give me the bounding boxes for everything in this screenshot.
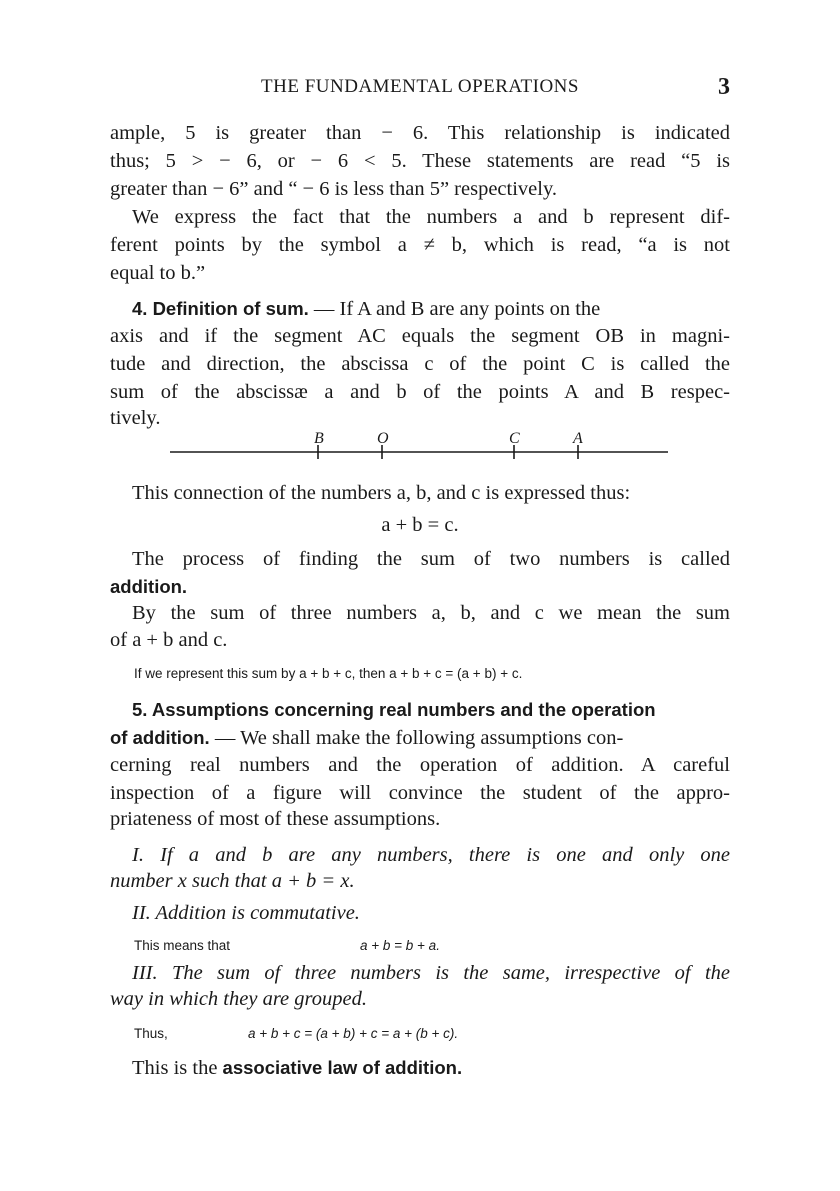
text-line: This connection of the numbers a, b, and c is expressed thus: <box>132 482 631 504</box>
text-line: of a + b and c. <box>110 629 228 651</box>
text-line: ferent points by the symbol a ≠ b, which is read, “a is not <box>110 234 730 256</box>
axis-label-b: B <box>314 430 324 447</box>
term-addition: addition. <box>110 576 188 597</box>
section-5-heading-line <box>110 696 730 724</box>
text-line: tude and direction, the abscissa c of the point C is called the <box>110 353 730 375</box>
section-5-second-line-rest: — We shall make the following assumptions con- <box>209 727 624 749</box>
text-line: We express the fact that the numbers a and b represent dif- <box>132 206 730 228</box>
section-5-heading: 5. Assumptions concerning real numbers and the operation <box>132 699 656 720</box>
text-line: sum of the abscissæ a and b of the points A and B respec- <box>110 381 730 403</box>
text-line: cerning real numbers and the operation of addition. A careful <box>110 754 730 776</box>
closing-prefix: This is the <box>132 1057 223 1079</box>
assumption-i-cont: number x such that a + b = x. <box>110 870 355 892</box>
text-line: ample, 5 is greater than − 6. This relationship is indicated <box>110 122 730 144</box>
section-4-first-line-rest: — If A and B are any points on the <box>308 298 601 320</box>
section-4-first-line <box>110 295 730 323</box>
assumption-i: I. If a and b are any numbers, there is one and only one <box>132 844 730 866</box>
associative-law-term: associative law of addition. <box>222 1057 463 1078</box>
text-line: axis and if the segment AC equals the segment OB in magni- <box>110 325 730 347</box>
text-line: The process of finding the sum of two numbers is called <box>132 548 730 570</box>
assumption-iii-note-equation: a + b + c = (a + b) + c = a + (b + c). <box>248 1026 459 1041</box>
assumption-ii-note-equation: a + b = b + a. <box>360 938 440 953</box>
axis-label-a: A <box>573 430 583 447</box>
text-line: greater than − 6” and “ − 6 is less than 5” respectively. <box>110 178 558 200</box>
closing-line <box>110 1054 730 1082</box>
axis-label-c: C <box>509 430 520 447</box>
axis-label-o: O <box>377 430 389 447</box>
page-number: 3 <box>718 74 730 100</box>
assumption-ii: II. Addition is commutative. <box>132 902 360 924</box>
chapter-title: THE FUNDAMENTAL OPERATIONS <box>261 76 579 97</box>
text-line: thus; 5 > − 6, or − 6 < 5. These statements are read “5 is <box>110 150 730 172</box>
assumption-iii: III. The sum of three numbers is the same, irrespective of the <box>132 962 730 984</box>
section-4-heading: 4. Definition of sum. <box>132 298 309 319</box>
equation-a-plus-b: a + b = c. <box>381 514 459 536</box>
text-line: inspection of a figure will convince the student of the appro- <box>110 782 730 804</box>
assumption-iii-cont: way in which they are grouped. <box>110 988 367 1010</box>
text-line: By the sum of three numbers a, b, and c we mean the sum <box>132 602 730 624</box>
text-line: tively. <box>110 407 161 429</box>
running-header <box>110 74 730 102</box>
text-line: equal to b.” <box>110 262 206 284</box>
text-line: priateness of most of these assumptions. <box>110 808 441 830</box>
small-note: If we represent this sum by a + b + c, then a + b + c = (a + b) + c. <box>134 666 523 681</box>
section-5-second-line <box>110 724 730 752</box>
assumption-ii-note-label: This means that <box>134 938 231 953</box>
assumption-iii-note-label: Thus, <box>134 1026 168 1041</box>
text-line <box>110 573 730 601</box>
section-5-heading-cont: of addition. <box>110 727 210 748</box>
